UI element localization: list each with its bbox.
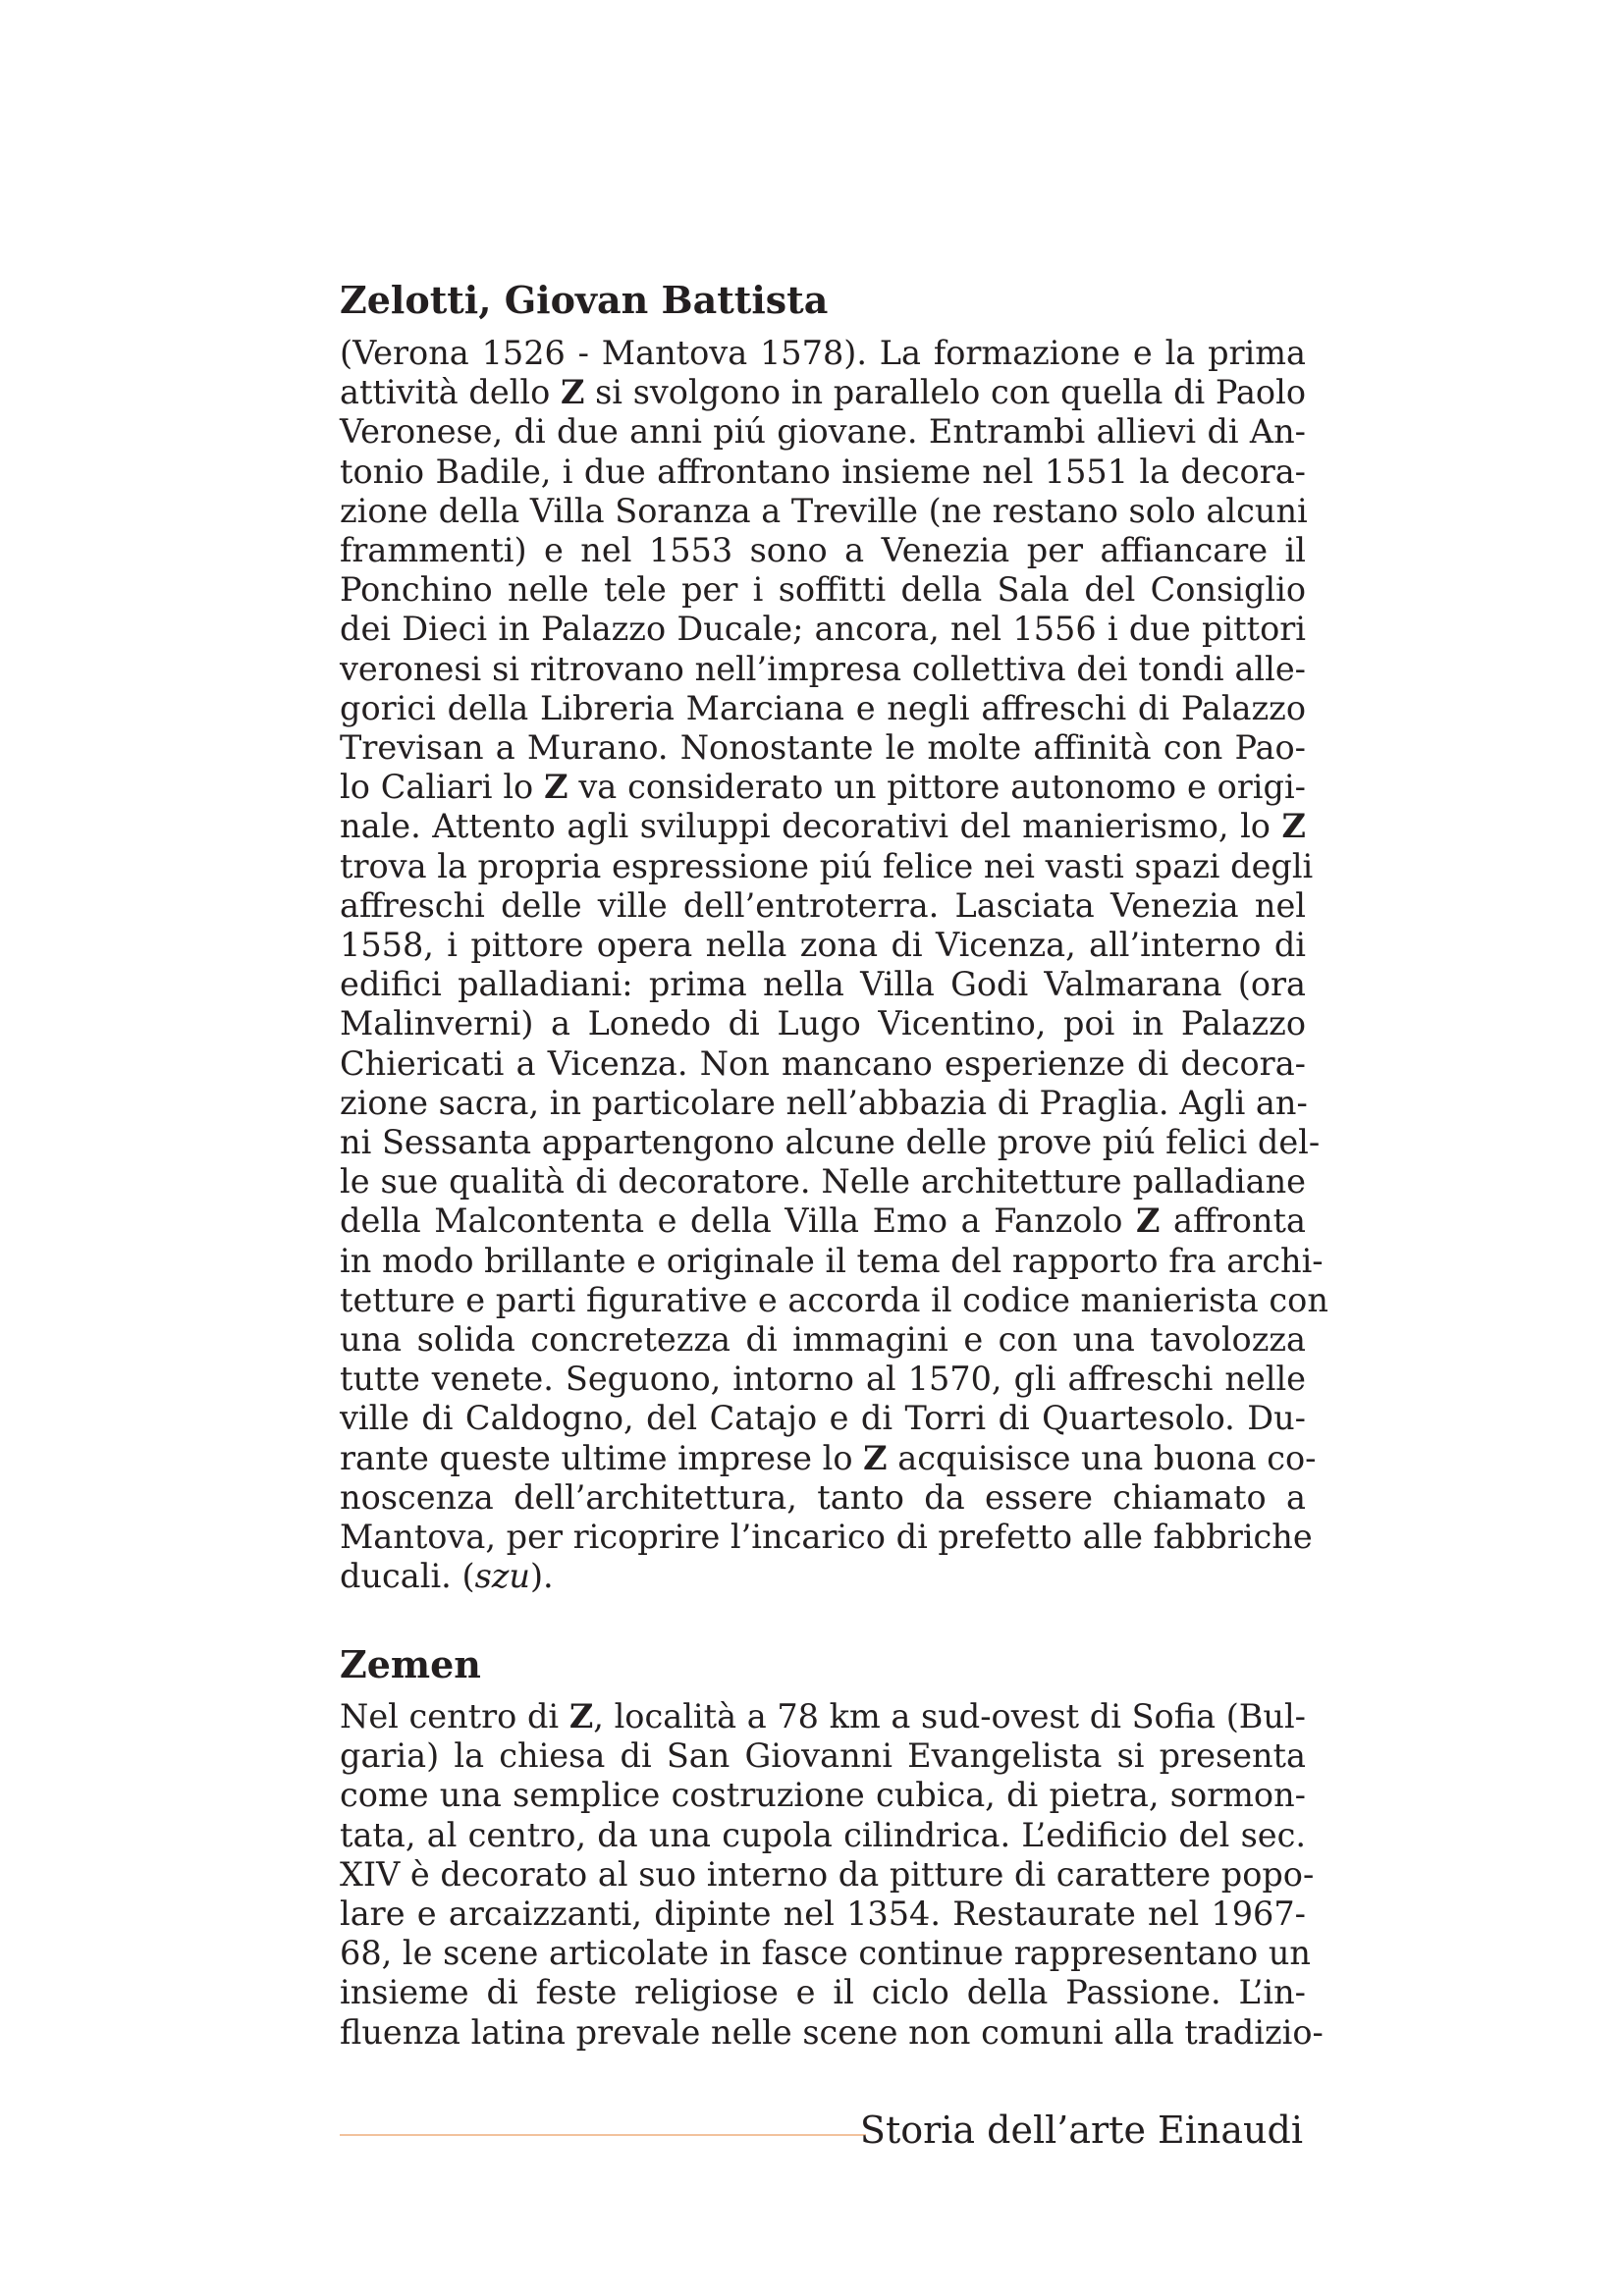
text-line: zione sacra, in particolare nell’abbazia di Praglia. Agli an- <box>340 1083 1308 1122</box>
text-line: Mantova, per ricoprire l’incarico di prefetto alle fabbriche <box>340 1518 1313 1557</box>
text-line: ni Sessanta appartengono alcune delle prove piú felici del- <box>340 1123 1321 1162</box>
text-line: in modo brillante e originale il tema del rapporto fra archi- <box>340 1241 1324 1280</box>
text-line: edifici palladiani: prima nella Villa Godi Valmarana (ora <box>340 965 1306 1004</box>
footer-rule <box>340 2134 866 2136</box>
text-line: veronesi si ritrovano nell’impresa collettiva dei tondi alle- <box>340 649 1306 688</box>
text-line: 68, le scene articolate in fasce continue rappresentano un <box>340 1934 1311 1973</box>
text-line: rante queste ultime imprese lo Z acquisisce una buona co- <box>340 1438 1317 1477</box>
text-line: della Malcontenta e della Villa Emo a Fanzolo Z affronta <box>340 1201 1306 1241</box>
text-line: noscenza dell’architettura, tanto da essere chiamato a <box>340 1477 1306 1517</box>
text-line: fluenza latina prevale nelle scene non comuni alla tradizio- <box>340 2012 1324 2052</box>
text-line: Malinverni) a Lonedo di Lugo Vicentino, poi in Palazzo <box>340 1004 1306 1043</box>
text-line: Ponchino nelle tele per i soffitti della Sala del Consiglio <box>340 570 1306 610</box>
text-line: dei Dieci in Palazzo Ducale; ancora, nel 1556 i due pittori <box>340 610 1306 649</box>
text-line: Nel centro di Z, località a 78 km a sud-ovest di Sofia (Bul- <box>340 1697 1306 1735</box>
text-line: insieme di feste religiose e il ciclo della Passione. L’in- <box>340 1973 1306 2012</box>
text-line: gorici della Libreria Marciana e negli affreschi di Palazzo <box>340 688 1306 727</box>
text-line: zione della Villa Soranza a Treville (ne restano solo alcuni <box>340 491 1308 530</box>
text-line: Chiericati a Vicenza. Non mancano esperienze di decora- <box>340 1043 1306 1083</box>
footer-publication-title: Storia dell’arte Einaudi <box>859 2109 1303 2152</box>
entry-body-zelotti <box>340 334 1328 1597</box>
text-line: trova la propria espressione piú felice nei vasti spazi degli <box>340 846 1314 885</box>
text-line: frammenti) e nel 1553 sono a Venezia per affiancare il <box>340 531 1306 570</box>
text-line: le sue qualità di decoratore. Nelle architetture palladiane <box>340 1162 1306 1201</box>
entry-title-zemen: Zemen <box>340 1642 481 1686</box>
text-line: come una semplice costruzione cubica, di pietra, sormon- <box>340 1776 1306 1815</box>
text-line: una solida concretezza di immagini e con una tavolozza <box>340 1320 1306 1360</box>
text-line: Veronese, di due anni piú giovane. Entrambi allievi di An- <box>340 412 1306 452</box>
entry-body-zemen <box>340 1697 1324 2053</box>
text-line: tata, al centro, da una cupola cilindrica. L’edificio del sec. <box>340 1815 1306 1854</box>
text-line: 1558, i pittore opera nella zona di Vicenza, all’interno di <box>340 926 1306 965</box>
text-line: tetture e parti figurative e accorda il codice manierista con <box>340 1280 1328 1319</box>
text-line: tonio Badile, i due affrontano insieme nel 1551 la decora- <box>340 452 1306 491</box>
text-line: tutte venete. Seguono, intorno al 1570, gli affreschi nelle <box>340 1360 1306 1399</box>
text-line: XIV è decorato al suo interno da pitture di carattere popo- <box>340 1854 1315 1894</box>
text-line: nale. Attento agli sviluppi decorativi del manierismo, lo Z <box>340 807 1306 846</box>
text-line: (Verona 1526 - Mantova 1578). La formazione e la prima <box>340 334 1306 372</box>
text-line: Trevisan a Murano. Nonostante le molte affinità con Pao- <box>340 728 1306 768</box>
text-line: affreschi delle ville dell’entroterra. Lasciata Venezia nel <box>340 885 1306 925</box>
text-line: lo Caliari lo Z va considerato un pittore autonomo e origi- <box>340 768 1306 807</box>
text-line: ducali. (szu). <box>340 1557 554 1596</box>
text-line: ville di Caldogno, del Catajo e di Torri di Quartesolo. Du- <box>340 1399 1306 1438</box>
text-line: attività dello Z si svolgono in parallelo con quella di Paolo <box>340 373 1306 412</box>
text-line: lare e arcaizzanti, dipinte nel 1354. Restaurate nel 1967- <box>340 1895 1306 1934</box>
text-line: garia) la chiesa di San Giovanni Evangelista si presenta <box>340 1736 1306 1776</box>
entry-title-zelotti: Zelotti, Giovan Battista <box>340 278 829 322</box>
